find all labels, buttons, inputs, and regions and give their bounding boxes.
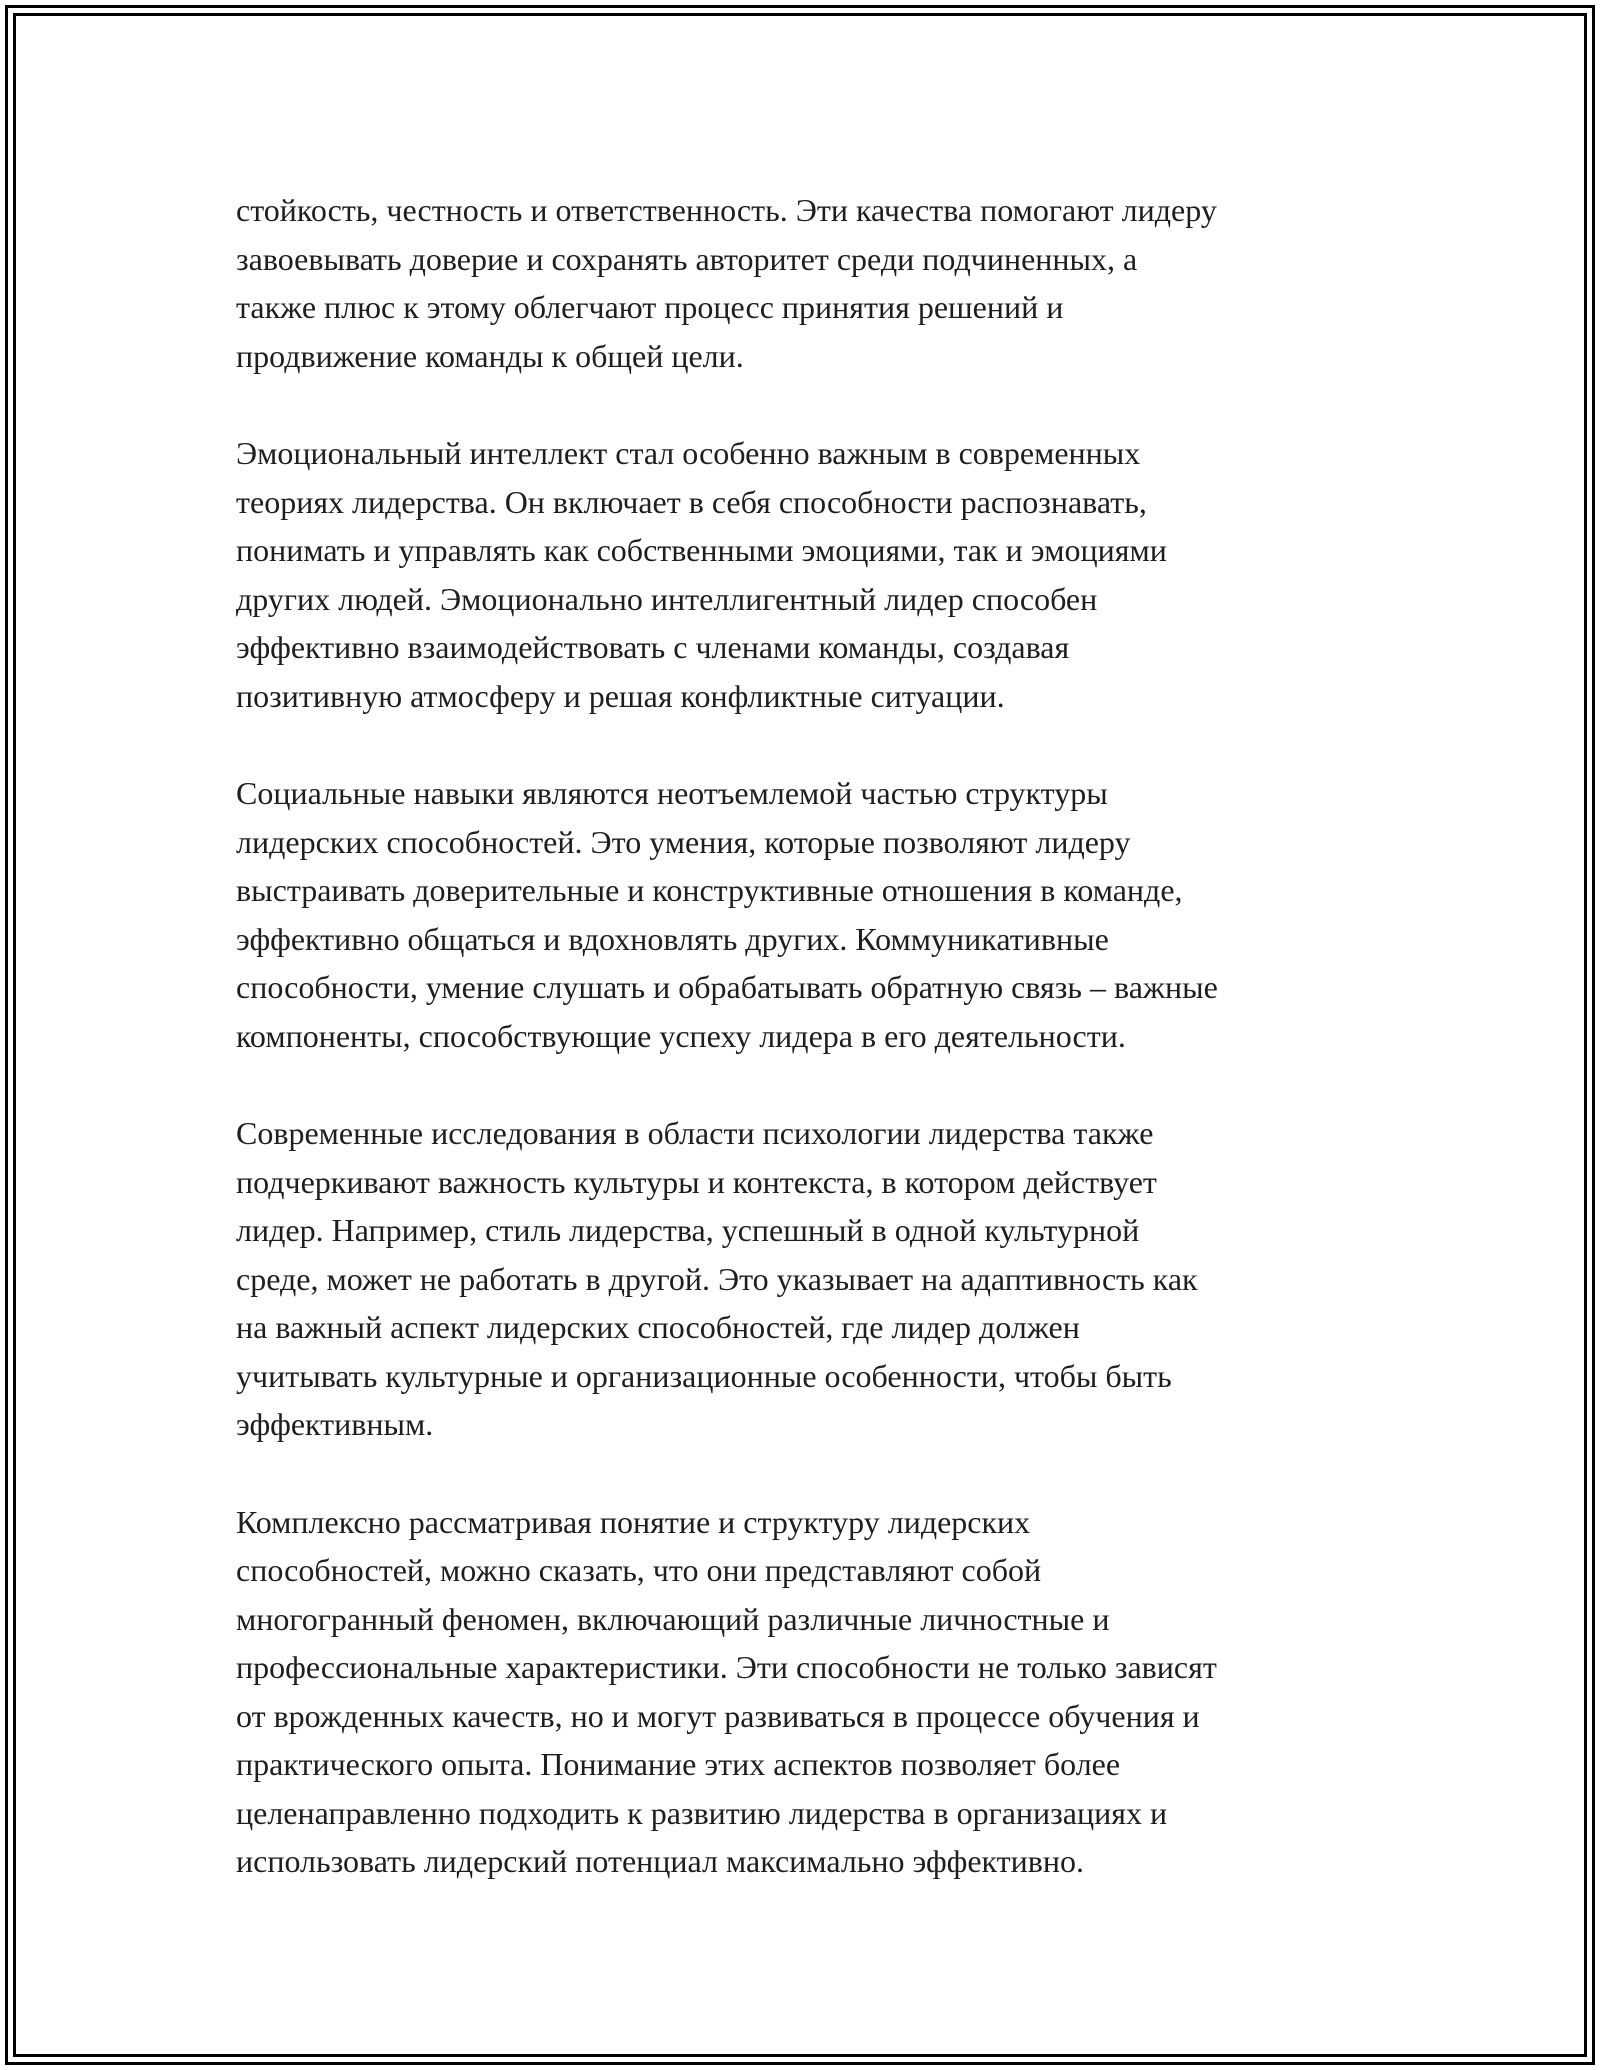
text-line: компоненты, способствующие успеху лидера в его деятельности.: [236, 1017, 1126, 1054]
text-line: Комплексно рассматривая понятие и структуру лидерских: [236, 1503, 1031, 1540]
text-line: эффективно взаимодействовать с членами команды, создавая: [236, 629, 1070, 665]
text-line: Эмоциональный интеллект стал особенно важным в современных: [236, 435, 1141, 471]
text-line: других людей. Эмоционально интеллигентный лидер способен: [236, 580, 1098, 617]
text-line: понимать и управлять как собственными эмоциями, так и эмоциями: [236, 532, 1167, 568]
paragraph-social-skills: [236, 769, 1376, 1060]
text-line: выстраивать доверительные и конструктивные отношения в команде,: [236, 872, 1183, 908]
text-line: целенаправленно подходить к развитию лидерства в организациях и: [236, 1794, 1168, 1831]
text-line: также плюс к этому облегчают процесс принятия решений и: [236, 289, 1064, 325]
paragraph-integrity-qualities: [236, 186, 1376, 380]
text-line: эффективным.: [236, 1406, 434, 1442]
text-line: стойкость, честность и ответственность. Эти качества помогают лидеру: [236, 192, 1217, 228]
text-line: на важный аспект лидерских способностей, где лидер должен: [236, 1309, 1080, 1345]
text-line: от врожденных качеств, но и могут развиваться в процессе обучения и: [236, 1697, 1200, 1734]
text-line: способностей, можно сказать, что они представляют собой: [236, 1552, 1042, 1588]
text-line: теориях лидерства. Он включает в себя способности распознавать,: [236, 483, 1147, 520]
text-line: лидерских способностей. Это умения, которые позволяют лидеру: [236, 823, 1131, 860]
text-line: продвижение команды к общей цели.: [236, 337, 744, 374]
text-line: подчеркивают важность культуры и контекста, в котором действует: [236, 1163, 1157, 1200]
text-line: эффективно общаться и вдохновлять других. Коммуникативные: [236, 920, 1109, 957]
text-line: Социальные навыки являются неотъемлемой частью структуры: [236, 775, 1108, 811]
text-line: позитивную атмосферу и решая конфликтные ситуации.: [236, 677, 1005, 714]
text-line: среде, может не работать в другой. Это указывает на адаптивность как: [236, 1260, 1198, 1297]
text-line: практического опыта. Понимание этих аспектов позволяет более: [236, 1746, 1121, 1782]
paragraph-culture-context: [236, 1109, 1376, 1449]
text-line: завоевывать доверие и сохранять авторитет среди подчиненных, а: [236, 240, 1138, 277]
paragraph-emotional-intelligence: [236, 429, 1376, 720]
text-line: Современные исследования в области психологии лидерства также: [236, 1115, 1154, 1151]
text-line: учитывать культурные и организационные особенности, чтобы быть: [236, 1357, 1172, 1394]
text-line: способности, умение слушать и обрабатывать обратную связь – важные: [236, 969, 1218, 1005]
document-body: [236, 186, 1376, 1935]
text-line: многогранный феномен, включающий различные личностные и: [236, 1600, 1110, 1637]
text-line: профессиональные характеристики. Эти способности не только зависят: [236, 1649, 1217, 1685]
text-line: лидер. Например, стиль лидерства, успешный в одной культурной: [236, 1212, 1140, 1248]
paragraph-conclusion: [236, 1498, 1376, 1886]
text-line: использовать лидерский потенциал максимально эффективно.: [236, 1843, 1084, 1879]
